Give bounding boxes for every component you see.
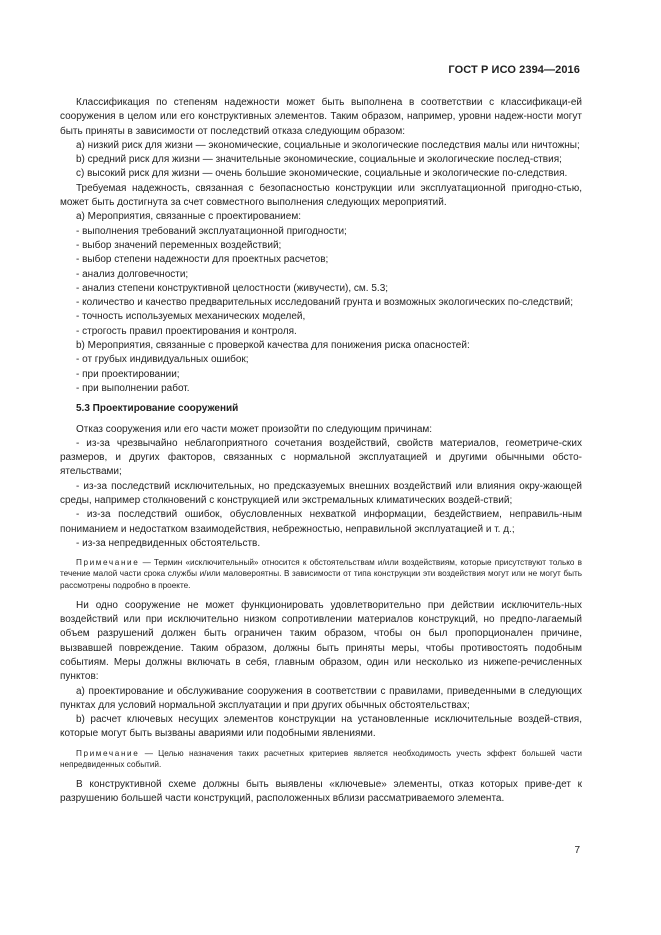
note-design-criteria [60, 748, 582, 770]
standard-id-header: ГОСТ Р ИСО 2394—2016 [448, 64, 580, 76]
list-item: - количество и качество предварительных исследований грунта и возможных экологических по-следствий; [76, 297, 574, 309]
note-label: Примечание [76, 748, 140, 758]
list-item: - выбор значений переменных воздействий; [76, 239, 282, 251]
list-item: - анализ долговечности; [76, 268, 189, 280]
note-exceptional [60, 557, 582, 591]
paragraph-classification: Классификация по степеням надежности может быть выполнена в соответствии с классификаци-ей сооружения в целом или его конструктивных элементов. Таким образом, например, уровни надеж-ности могут быть приняты в зависимости от последствий отказа следующим образом: [60, 97, 582, 137]
list-item: - анализ степени конструктивной целостности (живучести), см. 5.3; [76, 282, 389, 294]
list-item: - от грубых индивидуальных ошибок; [76, 354, 249, 366]
list-item: - точность используемых механических моделей, [76, 311, 306, 323]
list-item: - из-за последствий исключительных, но предсказуемых внешних воздействий или влияния окру-жающей среды, например столкновений с конструкцией или экстремальных климатических воздей-ствий; [60, 480, 582, 507]
paragraph-required-reliability: Требуемая надежность, связанная с безопасностью конструкции или эксплуатационной пригодно-стью, может быть достигнута за счет совместного выполнения следующих мероприятий. [60, 182, 582, 209]
list-item: - из-за непредвиденных обстоятельств. [76, 537, 261, 549]
list-item-low-risk: а) низкий риск для жизни — экономические, социальные и экологические последствия малы или ничтожны; [76, 139, 580, 151]
section-heading: 5.3 Проектирование сооружений [76, 403, 239, 415]
list-item: - выбор степени надежности для проектных расчетов; [76, 254, 329, 266]
list-item-high-risk: с) высокий риск для жизни — очень большие экономические, социальные и экологические по-следствия. [76, 168, 568, 180]
list-item: - при проектировании; [76, 368, 180, 380]
note-text: — Термин «исключительный» относится к обстоятельствам и/или воздействиям, которые присутствуют только в течение малой части срока службы и/или маловероятны. В зависимости от типа конструкции эти воздействия могут или не могут быть рассмотрены подробно в проекте. [60, 558, 582, 590]
paragraph-key-elements: В конструктивной схеме должны быть выявлены «ключевые» элементы, отказ которых приве-дет к разрушению большей части конструкций, расположенных вблизи рассматриваемого элемента. [60, 779, 582, 805]
note-text: — Целью назначения таких расчетных критериев является необходимость учесть эффект большей части непредвиденных событий. [60, 748, 582, 769]
list-item: - выполнения требований эксплуатационной пригодности; [76, 225, 347, 237]
page-number: 7 [574, 845, 580, 856]
list-item: - при выполнении работ. [76, 382, 190, 394]
list-item-design-measures: а) Мероприятия, связанные с проектированием: [76, 211, 301, 223]
note-label: Примечание [76, 558, 140, 568]
list-item: - строгость правил проектирования и контроля. [76, 325, 297, 337]
list-item: а) проектирование и обслуживание сооружения в соответствии с правилами, приведенными в следующих пунктах для условий нормальной эксплуатации и при других обычных обстоятельствах; [60, 685, 582, 711]
page-body [60, 96, 582, 807]
paragraph-failure-causes: Отказ сооружения или его части может произойти по следующим причинам: [76, 423, 433, 435]
list-item-medium-risk: b) средний риск для жизни — значительные экономические, социальные и экологические послед-ствия; [76, 154, 562, 166]
list-item: b) расчет ключевых несущих элементов конструкции на установленные исключительные воздей-ствия, которые могут быть вызваны авариями или подобными явлениями. [60, 714, 582, 740]
list-item: - из-за последствий ошибок, обусловленных нехваткой информации, бездействием, неправиль-ным пониманием и недостатком взаимодействия, небрежностью, неправильной эксплуатацией и т. д.; [60, 509, 582, 535]
list-item-quality-measures: b) Мероприятия, связанные с проверкой качества для понижения риска опасностей: [76, 340, 470, 352]
list-item: - из-за чрезвычайно неблагоприятного сочетания воздействий, свойств материалов, геометриче-ских размеров, и других факторов, связанных с нормальной эксплуатацией и другими обычными обсто-ятельствами; [60, 437, 582, 478]
paragraph-structure-function: Ни одно сооружение не может функционировать удовлетворительно при действии исключитель-ных воздействий или при исключительно низком сопротивлении материалов конструкций, но предпо-лагаемый объем разрушений должен быть ограничен таким образом, чтобы он был пропорционален причине, вызвавшей повреждение. Таким образом, должны быть приняты меры, чтобы противостоять подобным событиям. Меры должны включать в себя, главным образом, один или несколько из нижепе-речисленных пунктов: [60, 599, 582, 683]
